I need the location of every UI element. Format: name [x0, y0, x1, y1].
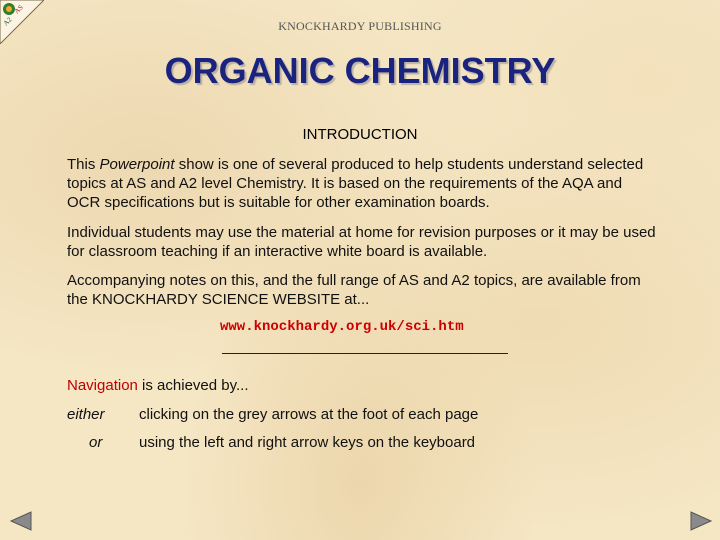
or-label: or: [89, 434, 103, 451]
page-title: ORGANIC CHEMISTRY: [164, 50, 556, 91]
publisher-name: KNOCKHARDY PUBLISHING: [278, 19, 442, 33]
next-slide-button[interactable]: [689, 510, 713, 532]
intro-paragraph-3: Accompanying notes on this, and the full range of AS and A2 topics, are available from the KNOCKHARDY SCIENCE WEBSITE at...: [67, 272, 641, 308]
link-underline-divider: [222, 353, 508, 354]
svg-text:A2: A2: [1, 15, 14, 28]
intro-text-rest: show is one of several produced to help students understand selected topics at AS and A2 level Chemistry. It is based on the requirements of the AQA and OCR specifications but is suitable for other examination boards.: [67, 156, 644, 211]
powerpoint-term: Powerpoint: [99, 156, 175, 173]
triangle-left-icon: [9, 510, 33, 532]
navigation-highlight: Navigation: [67, 377, 138, 394]
website-link[interactable]: www.knockhardy.org.uk/sci.htm: [220, 319, 464, 335]
section-subtitle: INTRODUCTION: [302, 126, 418, 143]
intro-text-start: This: [67, 156, 100, 173]
or-instruction: using the left and right arrow keys on the keyboard: [139, 434, 476, 451]
triangle-right-icon: [689, 510, 713, 532]
intro-paragraph-1: [67, 155, 657, 212]
previous-slide-button[interactable]: [9, 510, 33, 532]
either-label: either: [67, 406, 105, 423]
intro-paragraph-2: Individual students may use the material at home for revision purposes or it may be used for classroom teaching if an interactive white board is available.: [67, 224, 656, 260]
navigation-heading-rest: is achieved by...: [137, 377, 249, 394]
either-instruction: clicking on the grey arrows at the foot of each page: [139, 406, 479, 423]
svg-text:AS: AS: [12, 3, 25, 16]
navigation-heading: [67, 377, 249, 394]
